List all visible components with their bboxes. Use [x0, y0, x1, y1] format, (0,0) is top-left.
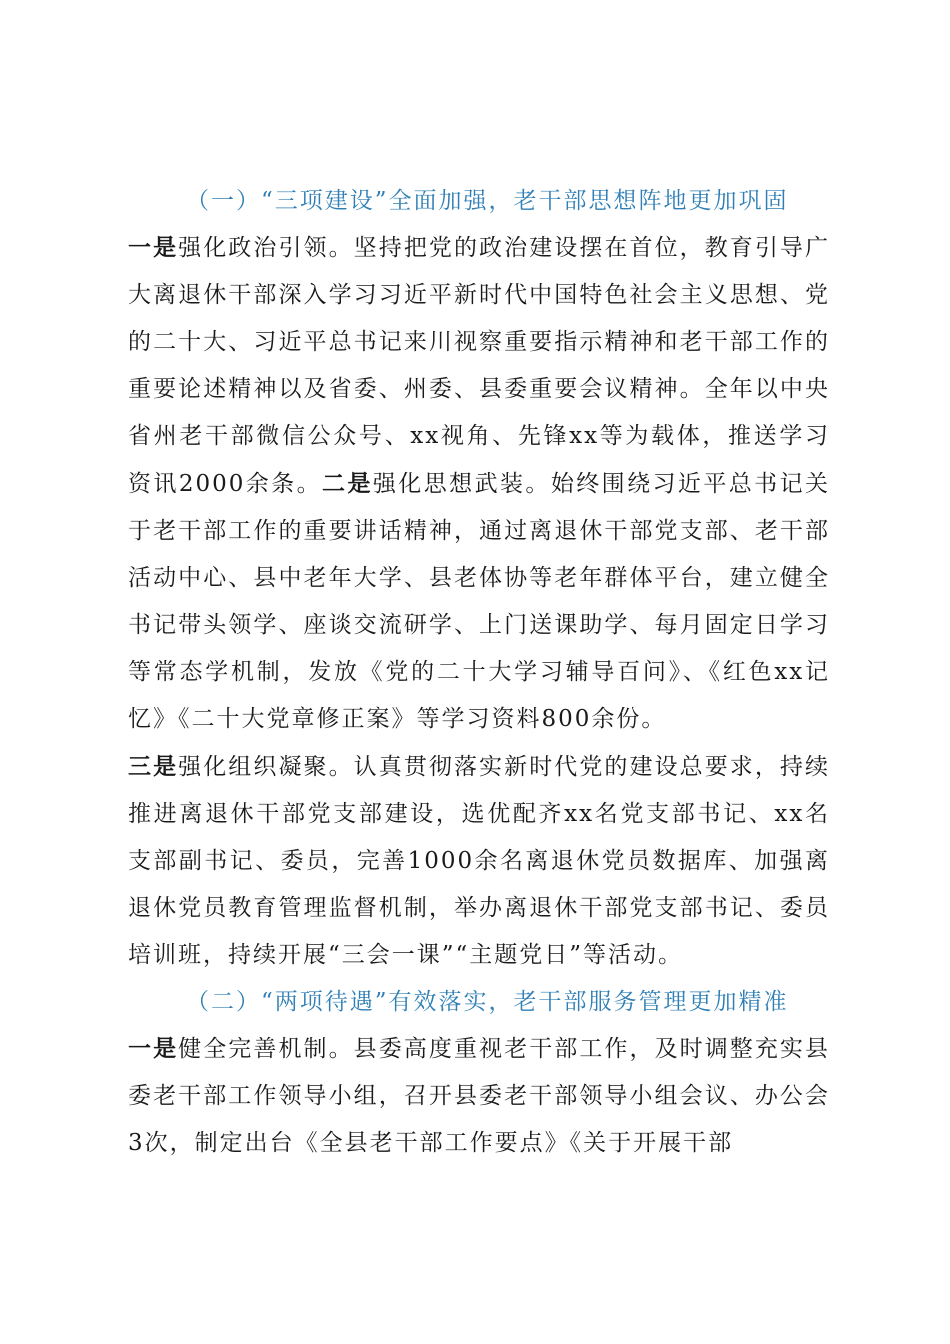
document-page	[128, 178, 830, 1167]
paragraph-text-4: 健全完善机制。县委高度重视老干部工作，及时调整充实县委老干部工作领导小组，召开县委老干部领导小组会议、办公会3次，制定出台《全县老干部工作要点》《关于开展干部	[128, 1036, 831, 1156]
section-heading-1: （一）“三项建设”全面加强，老干部思想阵地更加巩固	[186, 188, 789, 214]
lead-marker-1: 一是	[128, 234, 179, 261]
lead-marker-2: 二是	[322, 470, 373, 497]
paragraph-text-3: 强化组织凝聚。认真贯彻落实新时代党的建设总要求，持续推进离退休干部党支部建设，选优配齐xx名党支部书记、xx名支部副书记、委员，完善1000余名离退休党员数据库、加强离退休党员教育管理监督机制，举办离退休干部党支部书记、委员培训班，持续开展“三会一课”“主题党日”等活动。	[128, 754, 831, 968]
lead-marker-4: 一是	[128, 1035, 179, 1062]
lead-marker-3: 三是	[128, 753, 179, 780]
section-1-paragraph	[128, 224, 830, 979]
paragraph-text-2: 强化思想武装。始终围绕习近平总书记关于老干部工作的重要讲话精神，通过离退休干部党支部、老干部活动中心、县中老年大学、县老体协等老年群体平台，建立健全书记带头领学、座谈交流研学、上门送课助学、每月固定日学习等常态学机制，发放《党的二十大学习辅导百问》、《红色xx记忆》《二十大党章修正案》等学习资料800余份。	[128, 471, 830, 732]
section-2-paragraph	[128, 1025, 830, 1167]
section-heading-2: （二）“两项待遇”有效落实，老干部服务管理更加精准	[186, 989, 789, 1015]
paragraph-text-1: 强化政治引领。坚持把党的政治建设摆在首位，教育引导广大离退休干部深入学习习近平新时代中国特色社会主义思想、党的二十大、习近平总书记来川视察重要指示精神和老干部工作的重要论述精神以及省委、州委、县委重要会议精神。全年以中央省州老干部微信公众号、xx视角、先锋xx等为载体，推送学习资讯2000余条。	[128, 235, 831, 497]
